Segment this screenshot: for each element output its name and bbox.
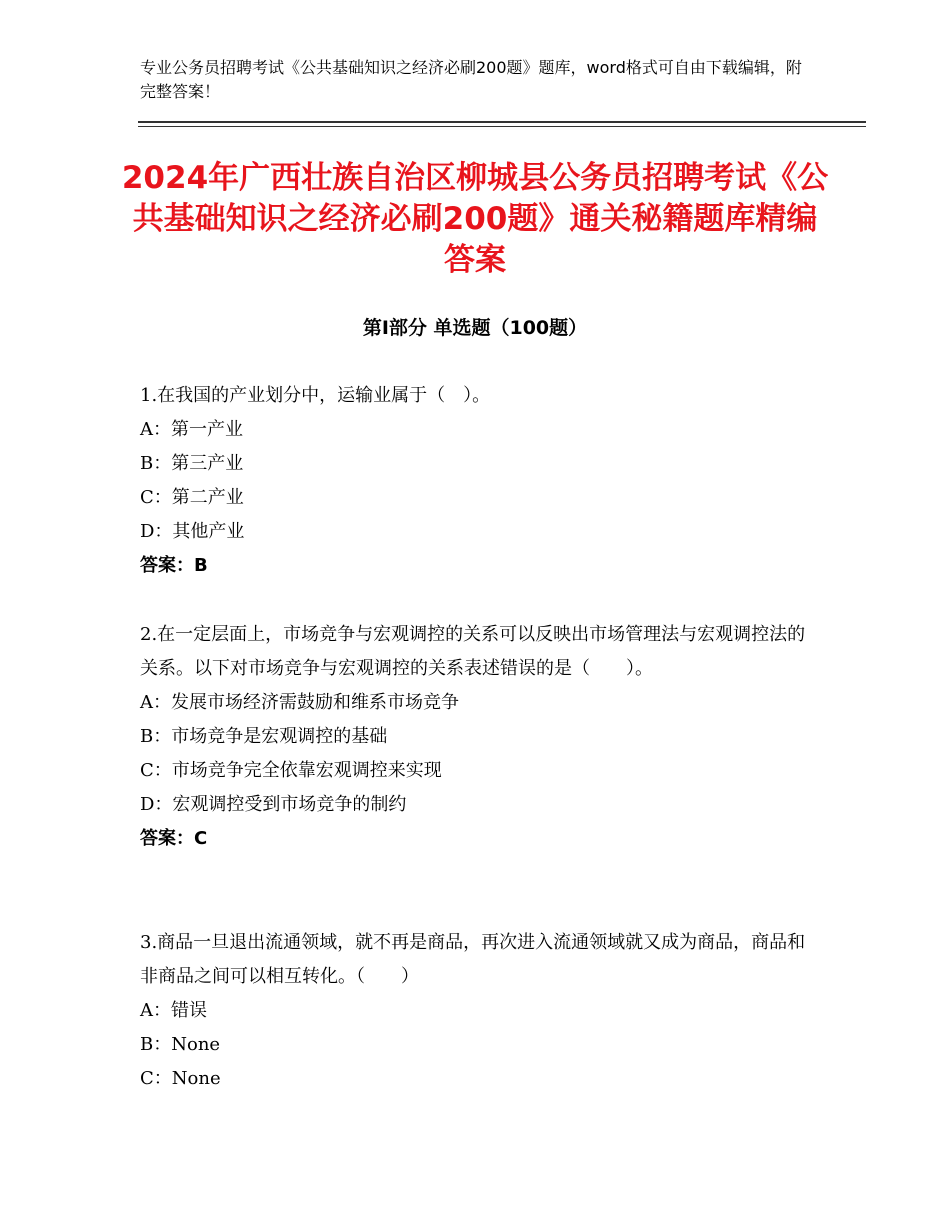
- answer: 答案：C: [140, 828, 208, 849]
- question-text: 1.在我国的产业划分中，运输业属于（ ）。: [140, 385, 491, 406]
- question-2: [140, 618, 810, 856]
- section-heading: 第Ⅰ部分 单选题（100题）: [362, 317, 588, 339]
- question-1: [140, 379, 810, 583]
- header-note: 专业公务员招聘考试《公共基础知识之经济必刷200题》题库，word格式可自由下载编辑，附完整答案！: [140, 58, 802, 101]
- option-a: A：发展市场经济需鼓励和维系市场竞争: [140, 692, 459, 713]
- option-c: C：市场竞争完全依靠宏观调控来实现: [140, 760, 442, 781]
- header-rule-thick: [138, 121, 866, 123]
- option-d: D：其他产业: [140, 521, 245, 542]
- option-a: A：第一产业: [140, 419, 243, 440]
- option-d: D：宏观调控受到市场竞争的制约: [140, 794, 407, 815]
- document-title: 2024年广西壮族自治区柳城县公务员招聘考试《公共基础知识之经济必刷200题》通关秘籍题库精编答案: [121, 160, 829, 278]
- option-b: B：第三产业: [140, 453, 244, 474]
- option-c: C：第二产业: [140, 487, 244, 508]
- question-text: 2.在一定层面上，市场竞争与宏观调控的关系可以反映出市场管理法与宏观调控法的关系。以下对市场竞争与宏观调控的关系表述错误的是（ ）。: [140, 624, 806, 679]
- question-3: [140, 926, 810, 1096]
- answer: 答案：B: [140, 555, 208, 576]
- option-a: A：错误: [140, 1000, 207, 1021]
- option-b: B：市场竞争是宏观调控的基础: [140, 726, 388, 747]
- option-c: C：None: [140, 1068, 221, 1089]
- header-rule-thin: [138, 126, 866, 127]
- option-b: B：None: [140, 1034, 221, 1055]
- question-text: 3.商品一旦退出流通领域，就不再是商品，再次进入流通领域就又成为商品，商品和非商品之间可以相互转化。（ ）: [140, 932, 806, 987]
